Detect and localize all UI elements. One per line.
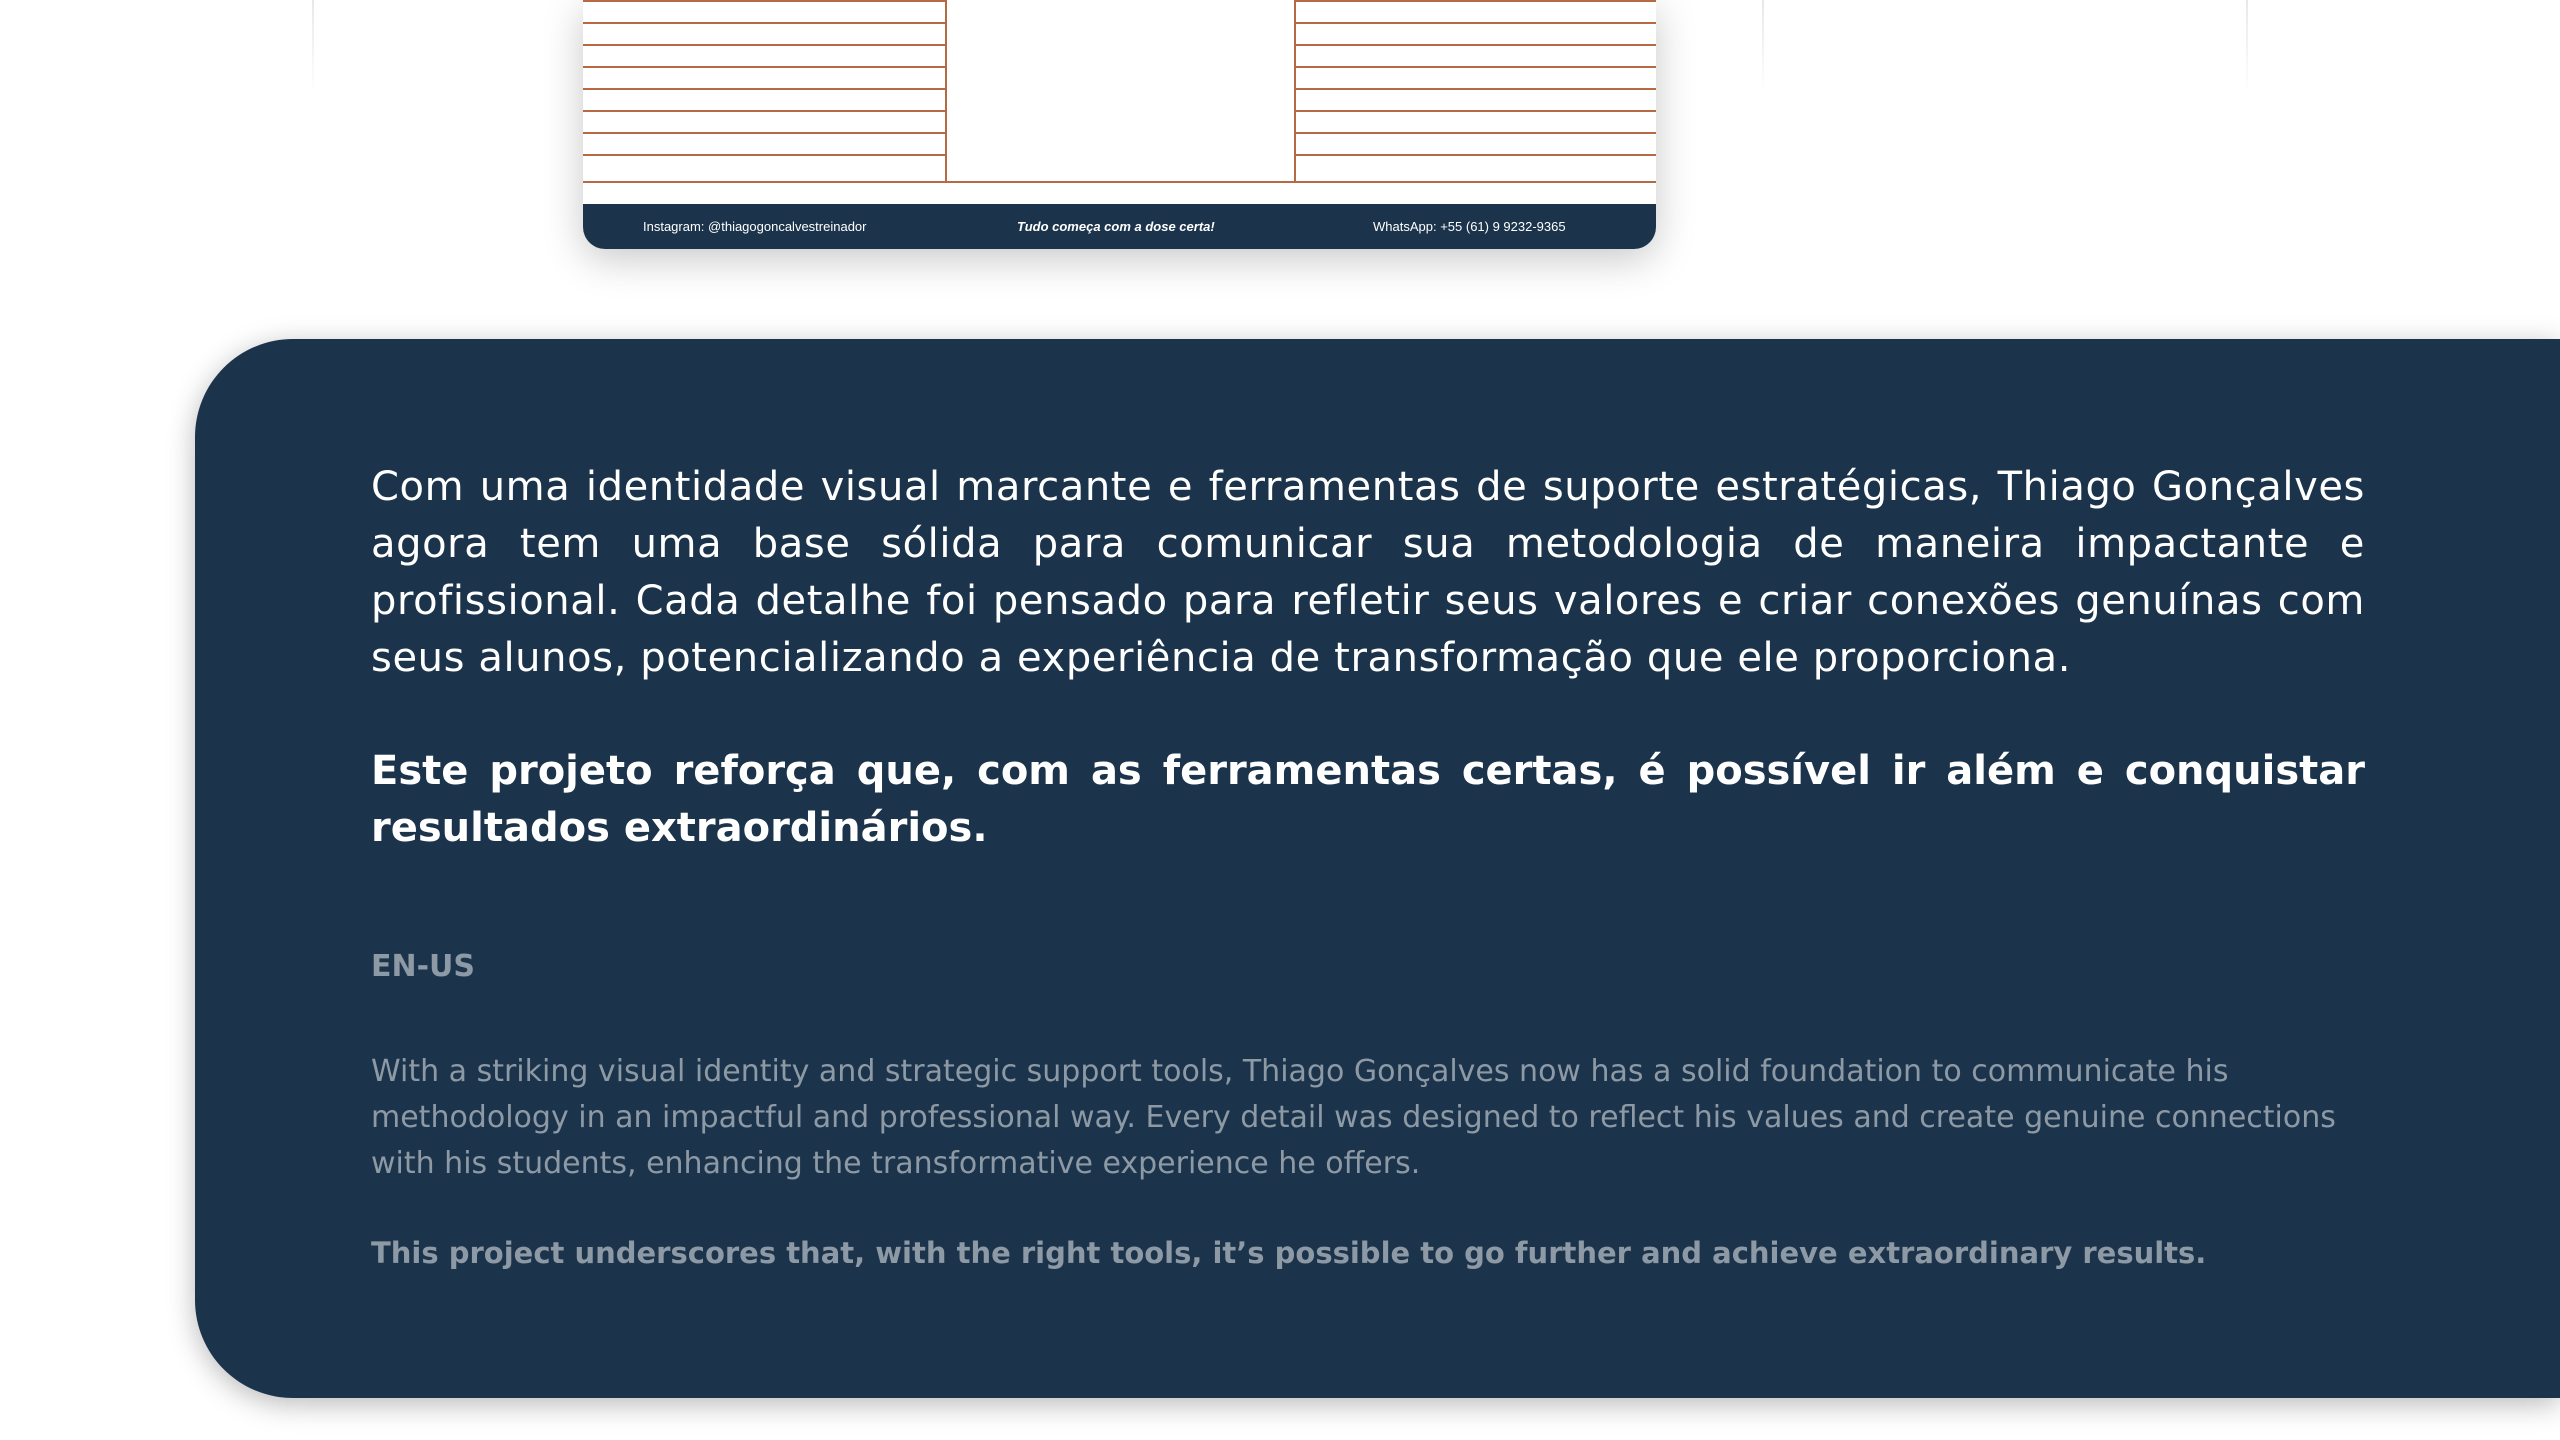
conclusion-text-pt: Com uma identidade visual marcante e ferramentas de suporte estratégicas, Thiago Gonçalves agora tem uma base sólida para comunicar sua metodologia de maneira impactante e profissional. Cada detalhe foi pensado para refletir seus valores e criar conexões genuínas com seus alunos, potencializando a experiência de transformação que ele proporciona. [371,464,2365,681]
language-label-en-us: EN-US [371,949,476,984]
lined-column-left [583,0,947,183]
footer-tagline: Tudo começa com a dose certa! [1017,219,1215,234]
project-conclusion-panel [195,339,2560,1398]
planner-sheet-mockup [583,0,1656,249]
whatsapp-number: WhatsApp: +55 (61) 9 9232-9365 [1373,219,1566,234]
conclusion-text-en: With a striking visual identity and strategic support tools, Thiago Gonçalves now has a solid foundation to communicate his methodology in an impactful and professional way. Every detail was designed to reflect his values and create genuine connections with his students, enhancing the transformative experience he offers. [371,1054,2336,1181]
background-divider [2246,0,2248,95]
background-divider [1762,0,1764,95]
lined-column-right [1294,0,1656,183]
conclusion-highlight-en: This project underscores that, with the right tools, it’s possible to go further and achieve extraordinary results. [371,1236,2207,1270]
blank-column-middle [945,0,1295,183]
background-divider [312,0,314,95]
instagram-handle: Instagram: @thiagogoncalvestreinador [643,219,867,234]
sheet-footer [583,204,1656,249]
conclusion-highlight-pt: Este projeto reforça que, com as ferramentas certas, é possível ir além e conquistar resultados extraordinários. [371,748,2365,851]
